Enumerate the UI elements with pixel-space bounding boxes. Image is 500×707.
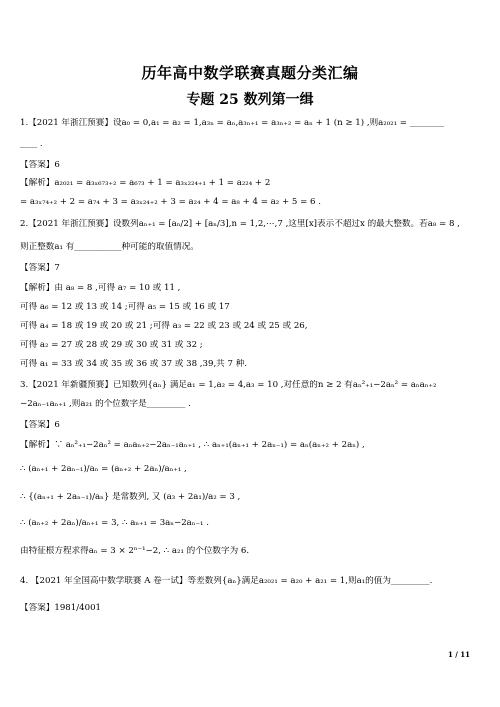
problem-2-solution-line-2: 可得 a₆ = 12 或 13 或 14 ;可得 a₅ = 15 或 16 或 17 [20,302,230,312]
problem-3-solution-line-3: ∴ {(aₙ₊₁ + 2aₙ₋₁)/aₙ} 是常数列, 又 (a₃ + 2a₁)/a₂ = 3 , [20,492,241,502]
problem-2-solution-line-4: 可得 a₂ = 27 或 28 或 29 或 30 或 31 或 32 ; [20,340,203,350]
problem-3-solution-line-2: ∴ (aₙ₊₁ + 2aₙ₋₁)/aₙ = (aₙ₊₂ + 2aₙ)/aₙ₊₁ , [20,464,187,474]
page-number: 1 / 11 [447,650,470,659]
problem-3-solution-line-4: ∴ (aₙ₊₂ + 2aₙ)/aₙ₊₁ = 3, ∴ aₙ₊₁ = 3aₙ−2aₙ₋₁ . [20,518,209,528]
problem-1-solution-line-1: 【解析】a₂₀₂₁ = a₃ₓ₆₇₃₊₂ = a₆₇₃ + 1 = a₃ₓ₂₂₄₊₁ + 1 = a₂₂₄ + 2 [20,178,271,188]
problem-2-stem: 2.【2021 年浙江预赛】设数列aₙ₊₁ = [aₙ/2] + [aₙ/3],n = 1,2,⋯,7 ,这里[x]表示不超过x 的最大整数。若a₈ = 8 , [20,219,460,229]
problem-3-stem: 3.【2021 年新疆预赛】已知数列{aₙ} 满足a₁ = 1,a₂ = 4,a₃ = 10 ,对任意的n ≥ 2 有aₙ²₊₁−2aₙ² = aₙaₙ₊₂ [20,380,437,390]
problem-1-blank-end: ____ . [20,139,43,149]
problem-1-stem: 1.【2021 年浙江预赛】设a₀ = 0,a₁ = a₂ = 1,a₃ₙ = aₙ,a₃ₙ₊₁ = a₃ₙ₊₂ = aₙ + 1 (n ≥ 1) ,则a₂₀₂₁ = ________ [20,118,445,128]
problem-3-stem-cont: −2aₙ₋₁aₙ₊₁ ,则a₂₁ 的个位数字是_________ . [20,399,191,409]
document-title: 历年高中数学联赛真题分类汇编 [141,64,359,82]
problem-4-stem: 4. 【2021 年全国高中数学联赛 A 卷一试】等差数列{aₙ}满足a₂₀₂₁ = a₂₀ + a₂₁ = 1,则a₁的值为_________. [20,576,433,586]
problem-2-stem-cont: 则正整数a₁ 有___________种可能的取值情况。 [20,242,199,252]
problem-1-solution-line-2: = a₃ₓ₇₄₊₂ + 2 = a₇₄ + 3 = a₃ₓ₂₄₊₂ + 3 = a₂₄ + 4 = a₈ + 4 = a₂ + 5 = 6 . [20,197,321,207]
problem-2-solution-line-3: 可得 a₄ = 18 或 19 或 20 或 21 ;可得 a₃ = 22 或 23 或 24 或 25 或 26, [20,321,308,331]
problem-2-answer: 【答案】7 [20,263,60,273]
problem-2-solution-line-5: 可得 a₁ = 33 或 34 或 35 或 36 或 37 或 38 ,39,共 7 种. [20,359,248,369]
problem-2-solution-line-1: 【解析】由 a₈ = 8 ,可得 a₇ = 10 或 11 , [20,283,181,293]
problem-4-answer: 【答案】1981/4001 [20,603,102,613]
problem-3-solution-line-1: 【解析】∵ aₙ²₊₁−2aₙ² = aₙaₙ₊₂−2aₙ₋₁aₙ₊₁ , ∴ aₙ₊₁(aₙ₊₁ + 2aₙ₋₁) = aₙ(aₙ₊₂ + 2aₙ) , [20,440,365,450]
problem-1-answer: 【答案】6 [20,160,60,170]
document-subtitle: 专题 25 数列第一缉 [186,92,314,108]
problem-3-solution-line-5: 由特征根方程求得aₙ = 3 × 2ⁿ⁻¹−2, ∴ a₂₁ 的个位数字为 6. [20,546,250,556]
problem-3-answer: 【答案】6 [20,420,60,430]
